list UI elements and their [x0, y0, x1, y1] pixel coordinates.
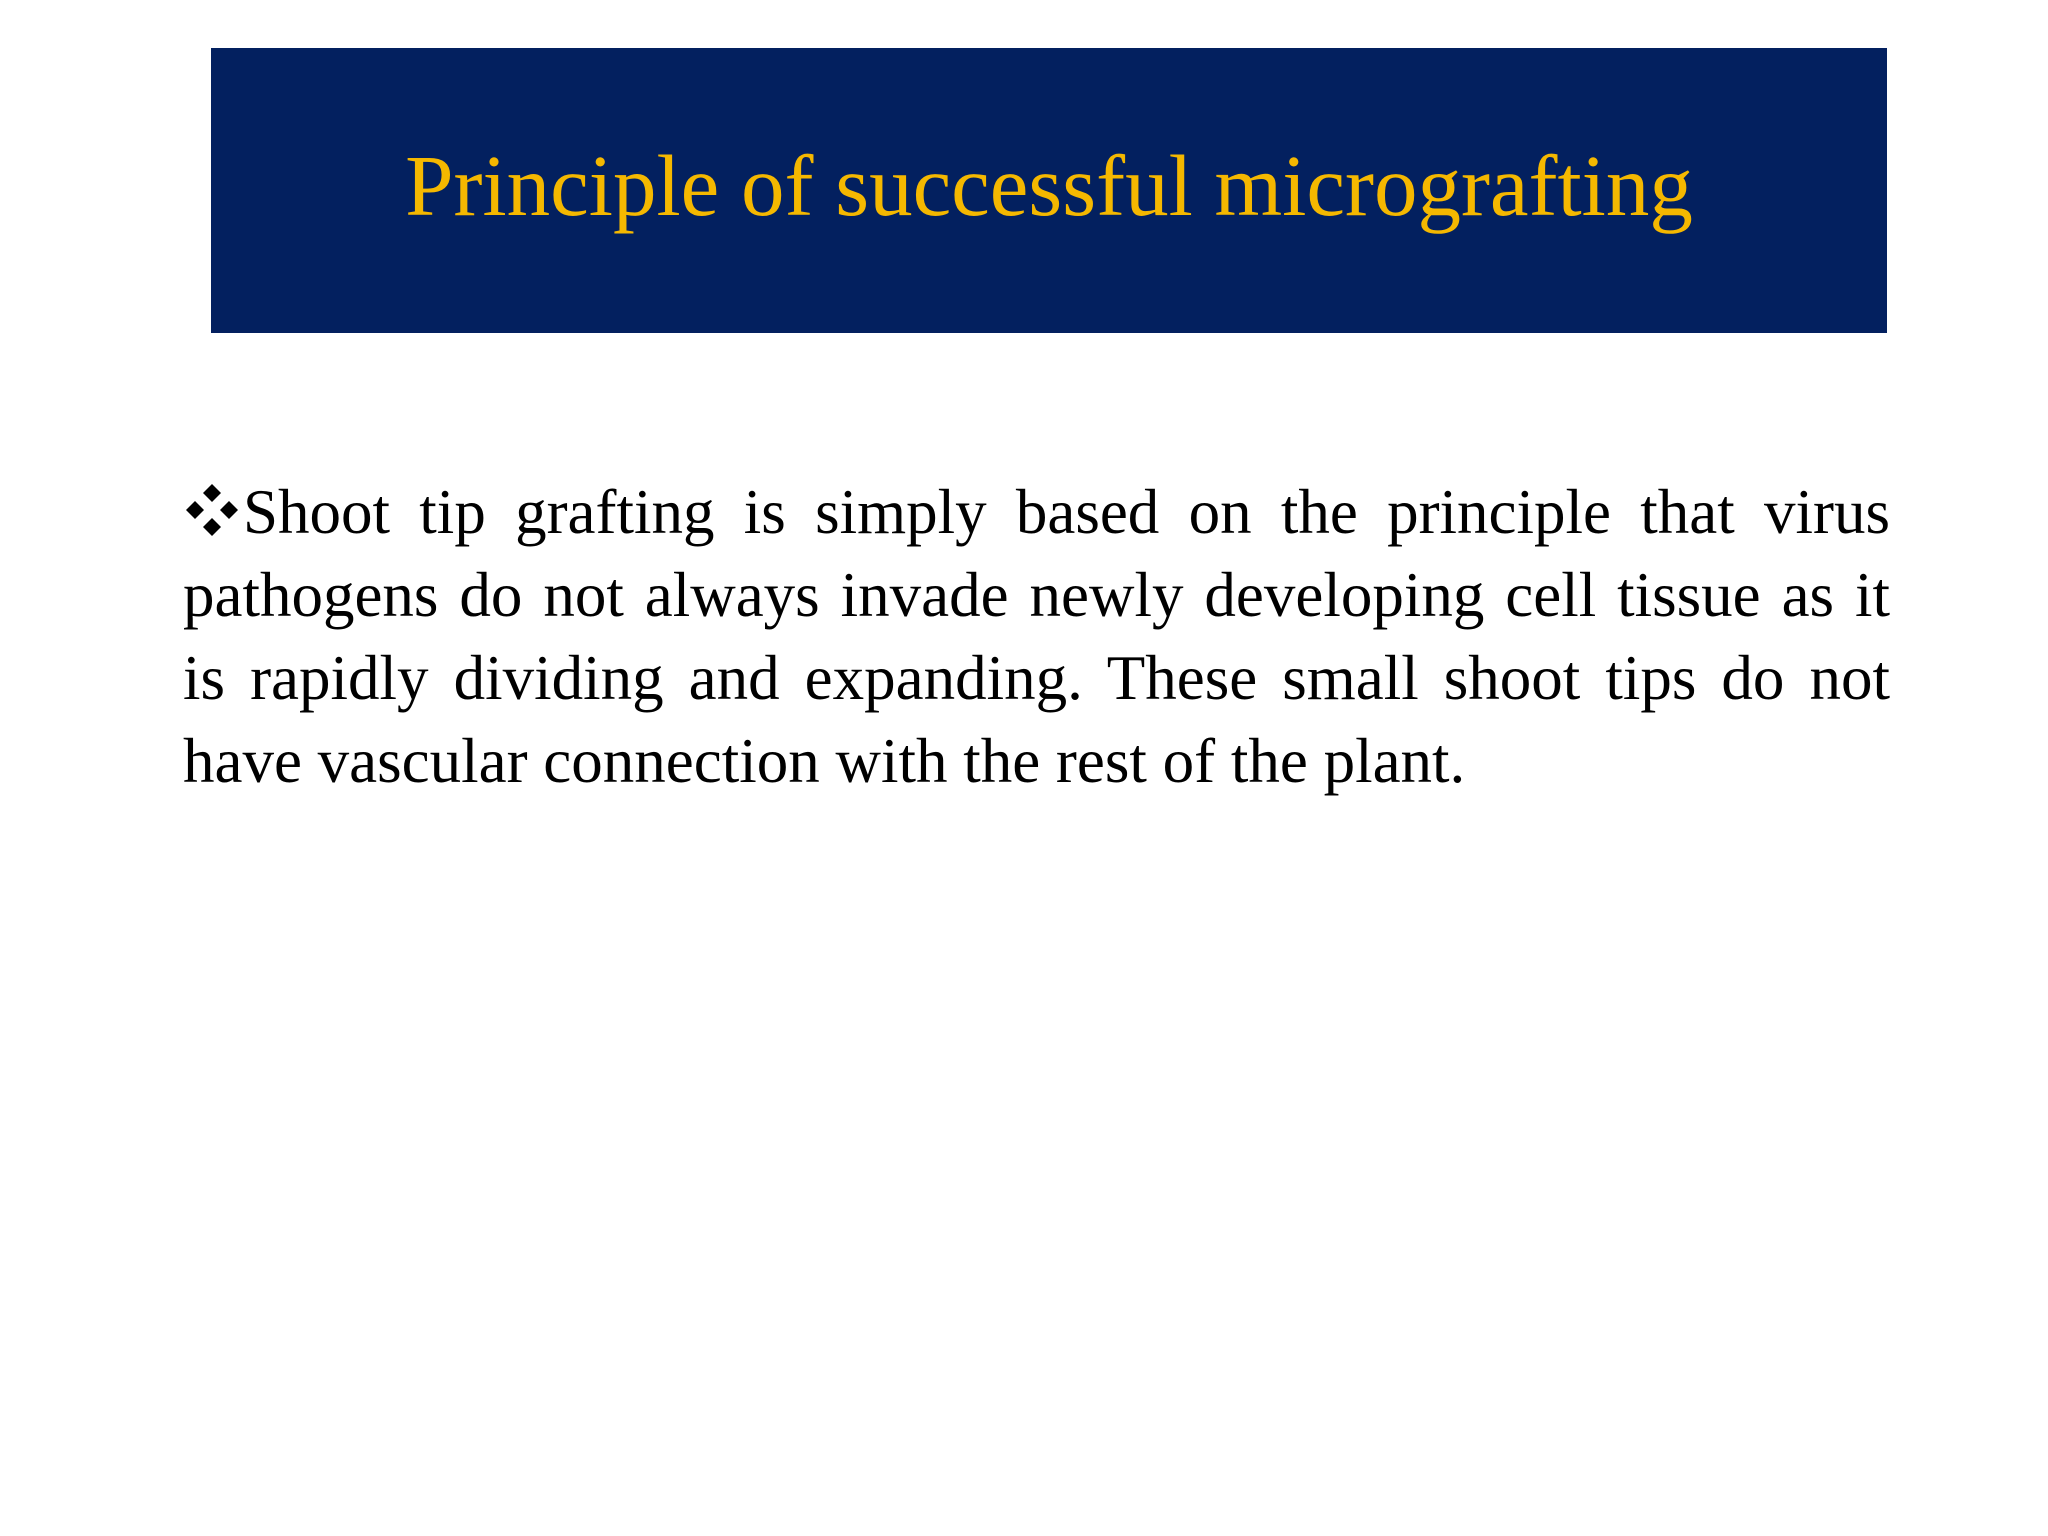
slide-title: Principle of successful micrografting [405, 137, 1693, 234]
four-diamond-bullet-icon [183, 481, 241, 539]
bullet-paragraph [183, 471, 1890, 803]
bullet-text: Shoot tip grafting is simply based on the principle that virus pathogens do not always invade newly developing cell tissue as it is rapidly dividing and expanding. These small shoot tips do not have vascular connection with the rest of the plant. [183, 477, 1890, 796]
title-bar [211, 48, 1887, 333]
